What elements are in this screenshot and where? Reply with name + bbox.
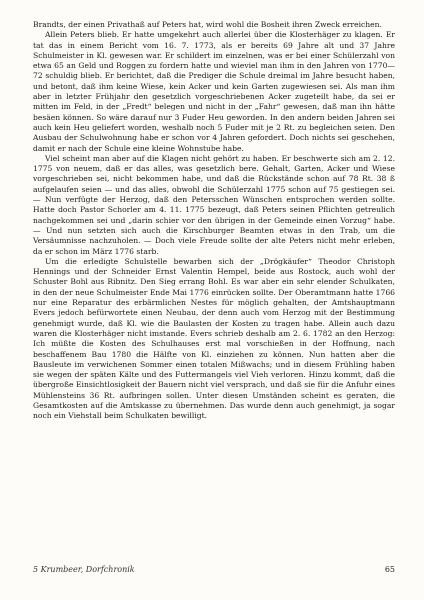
page-footer [33, 565, 395, 574]
footer-source-note: 5 Krumbeer, Dorfchronik [33, 565, 135, 574]
page-number: 65 [384, 565, 395, 574]
paragraph: Brandts, der einen Privathaß auf Peters hat, wird wohl die Bosheit ihren Zweck erreichen. [33, 20, 382, 29]
body-text [33, 20, 395, 422]
paragraph: Viel scheint man aber auf die Klagen nicht gehört zu haben. Er beschwerte sich am 2. 12. 1775 von neuem, daß er das alles, was gesetzlich bere. Gehalt, Garten, Acker und Wiese vorgeschrieben sei, nicht bekommen habe, und daß die Rückstände schon auf 78 Rt. 38 ß aufgelaufen seien — und das alles, obwohl die Schülerzahl 1775 schon auf 75 gestiegen sei. — Nun verfügte der Herzog, daß den Petersschen Wünschen entsprochen werden sollte. Hatte doch Pastor Schorler am 4. 11. 1775 bezeugt, daß Peters seinen Pflichten getreulich nachgekommen sei und „darin schier vor den übrigen in der Gemeinde einen Vorzug“ habe. — Und nun setzten sich auch die Kirschburger Beamten etwas in den Trab, um die Versäumnisse nachzuholen. — Doch viele Freude sollte der alte Peters nicht mehr erleben, da er schon im März 1776 starb. [33, 153, 395, 256]
paragraph: Um die erledigte Schulstelle bewarben sich der „Drögkäufer“ Theodor Christoph Hennings und der Schneider Ernst Valentin Hempel, beide aus Rostock, auch wohl der Schuster Bohl aus Ribnitz. Den Sieg errang Bohl. Es war aber ein sehr elender Schulkaten, in den der neue Schulmeister Ende Mai 1776 einrücken sollte. Der Oberamtmann hatte 1766 nur eine Reparatur des erbärmlichen Nestes für möglich gehalten, der Amtshauptmann Evers jedoch befürwortete einen Neubau, der denn auch vom Herzog mit der Bestimmung genehmigt wurde, daß Kl. wie die Baulasten der Kosten zu tragen habe. Allein auch dazu waren die Klosterhäger nicht imstande. Evers schrieb deshalb am 2. 6. 1782 an den Herzog: Ich müßte die Kosten des Schulhauses erst mal vorschießen in der Hoffnung, nach beschaffenem Bau 1780 die Hälfte von Kl. einziehen zu können. Nun hatten aber die Bausleute im verwichenen Sommer einen totalen Mißwachs; und in diesem Frühling haben sie wegen der späten Kälte und des Futtermangels viel Vieh verloren. Hinzu kommt, daß die übergroße Einsichtlosigkeit der Bauern nicht viel versprach, und daß sie für die Anfuhr eines Mühlensteins 36 Rt. aufbringen sollen. Unter diesen Umständen scheint es geraten, die Gesamtkosten auf die Amtskasse zu übernehmen. Das wurde denn auch genehmigt, ja sogar noch ein Viehstall beim Schulkaten bewilligt. [33, 256, 395, 421]
paragraph: Allein Peters blieb. Er hatte umgekehrt auch allerlei über die Klosterhäger zu klagen. Er tat das in einem Bericht vom 16. 7. 1773, als er bereits 69 Jahre alt und 37 Jahre Schulmeister in Kl. gewesen war. Er schildert im einzelnen, was er bei einer Schülerzahl von etwa 65 an Geld und Roggen zu fordern hatte und wieviel man ihm in den Jahren von 1770—72 schuldig blieb. Er berichtet, daß die Prediger die Schule dreimal im Jahre besucht haben, und betont, daß ihm keine Wiese, kein Acker und kein Garten zugewiesen sei. Als man ihm aber in letzter Frühjahr den gesetzlich vorgeschriebenen Acker zugeteilt habe, da sei er mitten im Feld, in der „Fredt“ belegen und nicht in der „Fahr“ gewesen, daß man ihn hätte besäen können. So wäre darauf nur 3 Fuder Heu geworden. In den andern beiden Jahren sei auch kein Heu geliefert worden, weshalb noch 5 Fuder mit je 2 Rt. zu begleichen seien. Den Ausbau der Schulwohnung habe er schon vor 4 Jahren gefordert. Doch nichts sei geschehen, damit er nach der Schule eine kleine Wohnstube habe. [33, 30, 395, 153]
